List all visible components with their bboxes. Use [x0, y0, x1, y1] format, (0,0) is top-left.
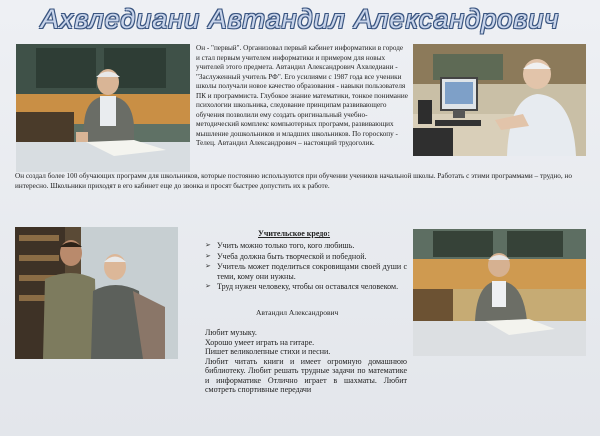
credo-signature: Автандил Александрович	[256, 308, 339, 317]
intro-paragraph: Он - "первый". Организовал первый кабинет информатики в городе и стал первым учителем информатики и примером для новых учителей этого предмета. Автандил Александрович Ахвледиани - "Заслуженный учитель РФ". Его усилиями с 1987 года все ученики школы получали новое качество образования - навыки пользователя ПК и программиста. Глубокое знание математики, тонкое понимание психологии школьника, следование принципам развивающего обучения позволили ему создать оригинальный учебно-методический комплекс компьютерных программ, развивающих мышление дошкольников и младших школьников. По гороскопу - Телец. Автандил Александрович – настоящий трудоголик.	[196, 44, 408, 147]
about-line: Любит читать книги и имеет огромную домашнюю библиотеку. Любит решать трудные задачи по математике и информатике Отлично играет в шахматы. Любит смотреть спортивные передачи	[205, 356, 407, 394]
credo-item: ➢ Учитель может поделиться сокровищами своей души с теми, кому они нужны.	[205, 262, 407, 281]
about-line: Пишет великолепные стихи и песни.	[205, 347, 331, 356]
credo-list	[205, 241, 407, 293]
photo-teacher-at-computer	[413, 44, 586, 156]
page-title: Ахвледиани Автандил Александрович	[40, 4, 560, 34]
credo-item: ➢ Учить можно только того, кого любишь.	[205, 241, 407, 251]
photo-teacher-with-book	[413, 229, 586, 356]
photo-teacher-at-desk	[16, 44, 190, 172]
credo-item: ➢ Труд нужен человеку, чтобы он оставался человеком.	[205, 282, 407, 292]
programs-paragraph: Он создал более 100 обучающих программ для школьников, которые постоянно используются при обучении учеников начальной школы. Работать с этими программами – трудно, но интересно. Школьники приходят в его кабинет еще до звонка и просят быстрее допустить их к работе.	[15, 172, 572, 190]
about-line: Любит музыку.	[205, 328, 257, 337]
credo-heading: Учительское кредо:	[258, 229, 331, 238]
photo-two-men	[15, 227, 178, 359]
about-line: Хорошо умеет играть на гитаре.	[205, 337, 315, 347]
credo-item: ➢ Учеба должна быть творческой и победной.	[205, 252, 407, 262]
about-text	[205, 328, 407, 395]
